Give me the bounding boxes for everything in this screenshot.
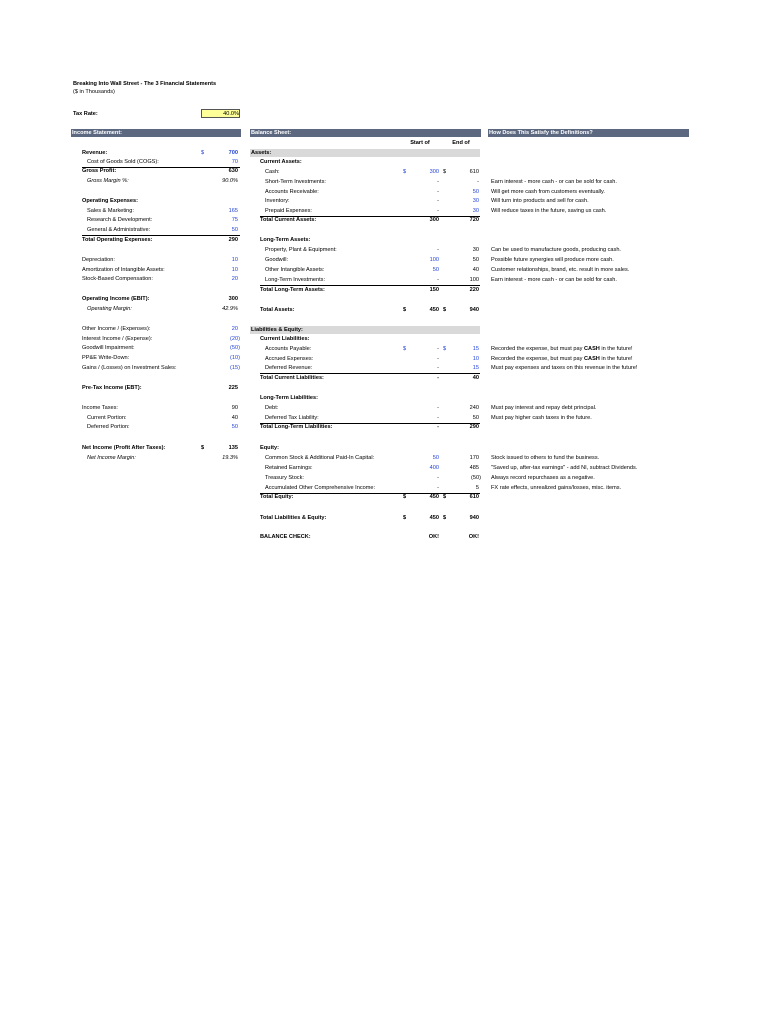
- income-taxes-label: Income Taxes:: [82, 405, 118, 411]
- revenue-value[interactable]: 700: [228, 150, 238, 156]
- accrued-start: -: [437, 356, 439, 362]
- sbc-value[interactable]: 20: [231, 276, 238, 282]
- total-equity-start: 450: [429, 494, 439, 500]
- ap-note-pre: Recorded the expense, but must pay: [491, 346, 584, 352]
- total-current-assets-start: 300: [429, 217, 439, 223]
- total-lta-label: Total Long-Term Assets:: [260, 287, 325, 293]
- total-lta-end: 220: [469, 287, 479, 293]
- ppe-writedown-value[interactable]: (10): [230, 355, 240, 361]
- ap-start: -: [437, 346, 439, 352]
- ap-note-post: in the future!: [599, 346, 633, 352]
- deferred-portion-value[interactable]: 50: [231, 424, 238, 430]
- assets-band: [250, 149, 480, 157]
- accrued-note: [491, 355, 633, 363]
- total-assets-start: 450: [429, 307, 439, 313]
- ga-label: General & Administrative:: [87, 227, 151, 233]
- balance-check-label: BALANCE CHECK:: [260, 534, 311, 540]
- op-margin-label: Operating Margin:: [87, 306, 132, 312]
- net-income-label: Net Income (Profit After Taxes):: [82, 445, 166, 451]
- rnd-value[interactable]: 75: [231, 217, 238, 223]
- accrued-end[interactable]: 10: [472, 356, 479, 362]
- ar-note: Will get more cash from customers eventually.: [491, 189, 605, 195]
- common-stock-end: 170: [469, 455, 479, 461]
- investment-gains-value[interactable]: (15): [230, 365, 240, 371]
- total-assets-label: Total Assets:: [260, 307, 295, 313]
- total-lta-start: 150: [429, 287, 439, 293]
- other-income-label: Other Income / (Expenses):: [82, 326, 151, 332]
- ap-end[interactable]: 15: [472, 346, 479, 352]
- prepaid-start: -: [437, 208, 439, 214]
- accrued-label: Accrued Expenses:: [265, 356, 314, 362]
- debt-end: 240: [469, 405, 479, 411]
- tax-rate-value[interactable]: 40.0%: [223, 111, 239, 117]
- op-margin-value: 42.9%: [222, 306, 238, 312]
- current-portion-value: 40: [231, 415, 238, 421]
- definitions-header: [488, 129, 689, 137]
- ap-note: [491, 345, 633, 353]
- total-opex-value: 290: [228, 237, 238, 243]
- interest-label: Interest Income / (Expense):: [82, 336, 153, 342]
- inventory-label: Inventory:: [265, 198, 290, 204]
- total-equity-end-dollar: $: [443, 494, 447, 500]
- total-equity-label: Total Equity:: [260, 494, 294, 500]
- dtl-start: -: [437, 415, 439, 421]
- total-cl-end: 40: [472, 375, 479, 381]
- amortization-label: Amortization of Intangible Assets:: [82, 267, 165, 273]
- total-assets-end-dollar: $: [443, 307, 447, 313]
- sbc-label: Stock-Based Compensation:: [82, 276, 153, 282]
- net-income-dollar: $: [201, 445, 205, 451]
- net-income-value: 135: [228, 445, 238, 451]
- intangibles-label: Other Intangible Assets:: [265, 267, 325, 273]
- end-col-header-l1: End of: [452, 140, 470, 146]
- cash-start[interactable]: 300: [429, 169, 439, 175]
- total-equity-end: 610: [469, 494, 479, 500]
- ap-label: Accounts Payable:: [265, 346, 312, 352]
- current-assets-title: Current Assets:: [260, 159, 302, 165]
- current-liabilities-title: Current Liabilities:: [260, 336, 310, 342]
- current-portion-label: Current Portion:: [87, 415, 127, 421]
- treasury-stock-label: Treasury Stock:: [265, 475, 304, 481]
- debt-label: Debt:: [265, 405, 279, 411]
- lti-label: Long-Term Investments:: [265, 277, 326, 283]
- total-assets-start-dollar: $: [403, 307, 407, 313]
- rnd-label: Research & Development:: [87, 217, 153, 223]
- treasury-stock-end: (50): [471, 475, 481, 481]
- goodwill-impairment-value[interactable]: (50): [230, 345, 240, 351]
- ebt-label: Pre-Tax Income (EBT):: [82, 385, 142, 391]
- total-le-start: 450: [429, 515, 439, 521]
- other-income-value[interactable]: 20: [231, 326, 238, 332]
- ppe-label: Property, Plant & Equipment:: [265, 247, 337, 253]
- ppe-note: Can be used to manufacture goods, producing cash.: [491, 247, 621, 253]
- net-margin-value: 19.3%: [222, 455, 238, 461]
- gross-profit-value: 630: [228, 168, 238, 174]
- assets-title: Assets:: [251, 150, 272, 156]
- total-ltl-label: Total Long-Term Liabilities:: [260, 424, 333, 430]
- depreciation-label: Depreciation:: [82, 257, 115, 263]
- accrued-note-pre: Recorded the expense, but must pay: [491, 356, 584, 362]
- opex-title: Operating Expenses:: [82, 198, 138, 204]
- retained-earnings-start[interactable]: 400: [429, 465, 439, 471]
- common-stock-start[interactable]: 50: [432, 455, 439, 461]
- ppe-start: -: [437, 247, 439, 253]
- sti-end: -: [477, 179, 479, 185]
- balance-header-text: Balance Sheet:: [251, 130, 292, 136]
- total-opex-label: Total Operating Expenses:: [82, 237, 153, 243]
- balance-sheet-header: [250, 129, 481, 137]
- ppe-end: 30: [472, 247, 479, 253]
- sti-label: Short-Term Investments:: [265, 179, 326, 185]
- investment-gains-label: Gains / (Losses) on Investment Sales:: [82, 365, 177, 371]
- definitions-header-text: How Does This Satisfy the Definitions?: [489, 130, 593, 136]
- dtl-label: Deferred Tax Liability:: [265, 415, 319, 421]
- cash-end: 610: [469, 169, 479, 175]
- goodwill-start[interactable]: 100: [429, 257, 439, 263]
- retained-earnings-label: Retained Earnings:: [265, 465, 313, 471]
- sti-note: Earn interest - more cash - or can be sold for cash.: [491, 179, 617, 185]
- total-le-end-dollar: $: [443, 515, 447, 521]
- tax-rate-label: Tax Rate:: [73, 111, 98, 117]
- amortization-value[interactable]: 10: [231, 267, 238, 273]
- ebt-value: 225: [228, 385, 238, 391]
- total-ltl-end: 290: [469, 424, 479, 430]
- ebit-value: 300: [228, 296, 238, 302]
- accrued-note-cash: CASH: [583, 356, 600, 362]
- ebit-label: Operating Income (EBIT):: [82, 296, 150, 302]
- inventory-start: -: [437, 198, 439, 204]
- sales-marketing-label: Sales & Marketing:: [87, 208, 134, 214]
- total-current-assets-label: Total Current Assets:: [260, 217, 317, 223]
- cogs-label: Cost of Goods Sold (COGS):: [87, 159, 159, 165]
- deferred-revenue-note: Must pay expenses and taxes on this revenue in the future!: [491, 365, 638, 371]
- aoci-start: -: [437, 485, 439, 491]
- aoci-end: 5: [475, 485, 479, 491]
- ga-value[interactable]: 50: [231, 227, 238, 233]
- goodwill-note: Possible future synergies will produce more cash.: [491, 257, 614, 263]
- ar-start: -: [437, 189, 439, 195]
- dtl-end: 50: [472, 415, 479, 421]
- prepaid-end[interactable]: 30: [472, 208, 479, 214]
- revenue-dollar: $: [201, 150, 205, 156]
- ppe-writedown-label: PP&E Write-Down:: [82, 355, 130, 361]
- balance-check-start: OK!: [428, 534, 439, 540]
- total-ltl-start: -: [437, 424, 439, 430]
- liabilities-equity-title: Liabilities & Equity:: [251, 327, 303, 333]
- prepaid-label: Prepaid Expenses:: [265, 208, 312, 214]
- start-col-header-l1: Start of: [410, 140, 430, 146]
- income-header-text: Income Statement:: [72, 130, 123, 136]
- aoci-note: FX rate effects, unrealized gains/losses, misc. items.: [491, 485, 622, 491]
- total-current-assets-end: 720: [469, 217, 479, 223]
- total-equity-start-dollar: $: [403, 494, 407, 500]
- depreciation-value[interactable]: 10: [231, 257, 238, 263]
- intangibles-start[interactable]: 50: [432, 267, 439, 273]
- gross-profit-label: Gross Profit:: [82, 168, 117, 174]
- total-cl-label: Total Current Liabilities:: [260, 375, 324, 381]
- deferred-revenue-start: -: [437, 365, 439, 371]
- lta-title: Long-Term Assets:: [260, 237, 311, 243]
- inventory-note: Will turn into products and sell for cash.: [491, 198, 589, 204]
- sales-marketing-value[interactable]: 165: [228, 208, 238, 214]
- income-taxes-value: 90: [231, 405, 238, 411]
- income-statement-header: [71, 129, 241, 137]
- gross-margin-value: 90.0%: [222, 178, 238, 184]
- cogs-value[interactable]: 70: [231, 159, 238, 165]
- total-le-start-dollar: $: [403, 515, 407, 521]
- gross-margin-label: Gross Margin %:: [87, 178, 129, 184]
- lti-note: Earn interest - more cash - or can be sold for cash.: [491, 277, 617, 283]
- ltl-title: Long-Term Liabilities:: [260, 395, 319, 401]
- equity-title: Equity:: [260, 445, 279, 451]
- ap-note-cash: CASH: [583, 346, 600, 352]
- deferred-revenue-end[interactable]: 15: [472, 365, 479, 371]
- common-stock-label: Common Stock & Additional Paid-In Capital:: [265, 455, 375, 461]
- dtl-note: Must pay higher cash taxes in the future.: [491, 415, 592, 421]
- deferred-portion-label: Deferred Portion:: [87, 424, 130, 430]
- cash-start-dollar: $: [403, 169, 407, 175]
- intangibles-note: Customer relationships, brand, etc. result in more sales.: [491, 267, 630, 273]
- aoci-label: Accumulated Other Comprehensive Income:: [265, 485, 376, 491]
- retained-earnings-end: 485: [469, 465, 479, 471]
- common-stock-note: Stock issued to others to fund the business.: [491, 455, 600, 461]
- balance-check-end: OK!: [468, 534, 479, 540]
- ar-end[interactable]: 50: [472, 189, 479, 195]
- deferred-revenue-label: Deferred Revenue:: [265, 365, 313, 371]
- debt-start: -: [437, 405, 439, 411]
- total-le-end: 940: [469, 515, 479, 521]
- sheet-title: Breaking Into Wall Street - The 3 Financial Statements: [73, 81, 217, 87]
- intangibles-end: 40: [472, 267, 479, 273]
- total-le-label: Total Liabilities & Equity:: [260, 515, 327, 521]
- total-cl-start: -: [437, 375, 439, 381]
- revenue-label: Revenue:: [82, 150, 108, 156]
- sti-start: -: [437, 179, 439, 185]
- accrued-note-post: in the future!: [599, 356, 633, 362]
- goodwill-impairment-label: Goodwill Impairment:: [82, 345, 135, 351]
- treasury-stock-start: -: [437, 475, 439, 481]
- lti-end: 100: [469, 277, 479, 283]
- cash-end-dollar: $: [443, 169, 447, 175]
- interest-value[interactable]: (20): [230, 336, 240, 342]
- lti-start: -: [437, 277, 439, 283]
- sheet-subtitle: ($ in Thousands): [73, 89, 115, 95]
- ar-label: Accounts Receivable:: [265, 189, 319, 195]
- retained-earnings-note: "Saved up, after-tax earnings" - add NI, subtract Dividends.: [491, 465, 638, 471]
- goodwill-end: 50: [472, 257, 479, 263]
- goodwill-label: Goodwill:: [265, 257, 289, 263]
- treasury-stock-note: Always record repurchases as a negative.: [491, 475, 595, 481]
- ap-end-dollar: $: [443, 346, 447, 352]
- cash-label: Cash:: [265, 169, 280, 175]
- total-assets-end: 940: [469, 307, 479, 313]
- ap-start-dollar: $: [403, 346, 407, 352]
- inventory-end[interactable]: 30: [472, 198, 479, 204]
- prepaid-note: Will reduce taxes in the future, saving us cash.: [491, 208, 607, 214]
- net-margin-label: Net Income Margin:: [87, 455, 136, 461]
- debt-note: Must pay interest and repay debt principal.: [491, 405, 597, 411]
